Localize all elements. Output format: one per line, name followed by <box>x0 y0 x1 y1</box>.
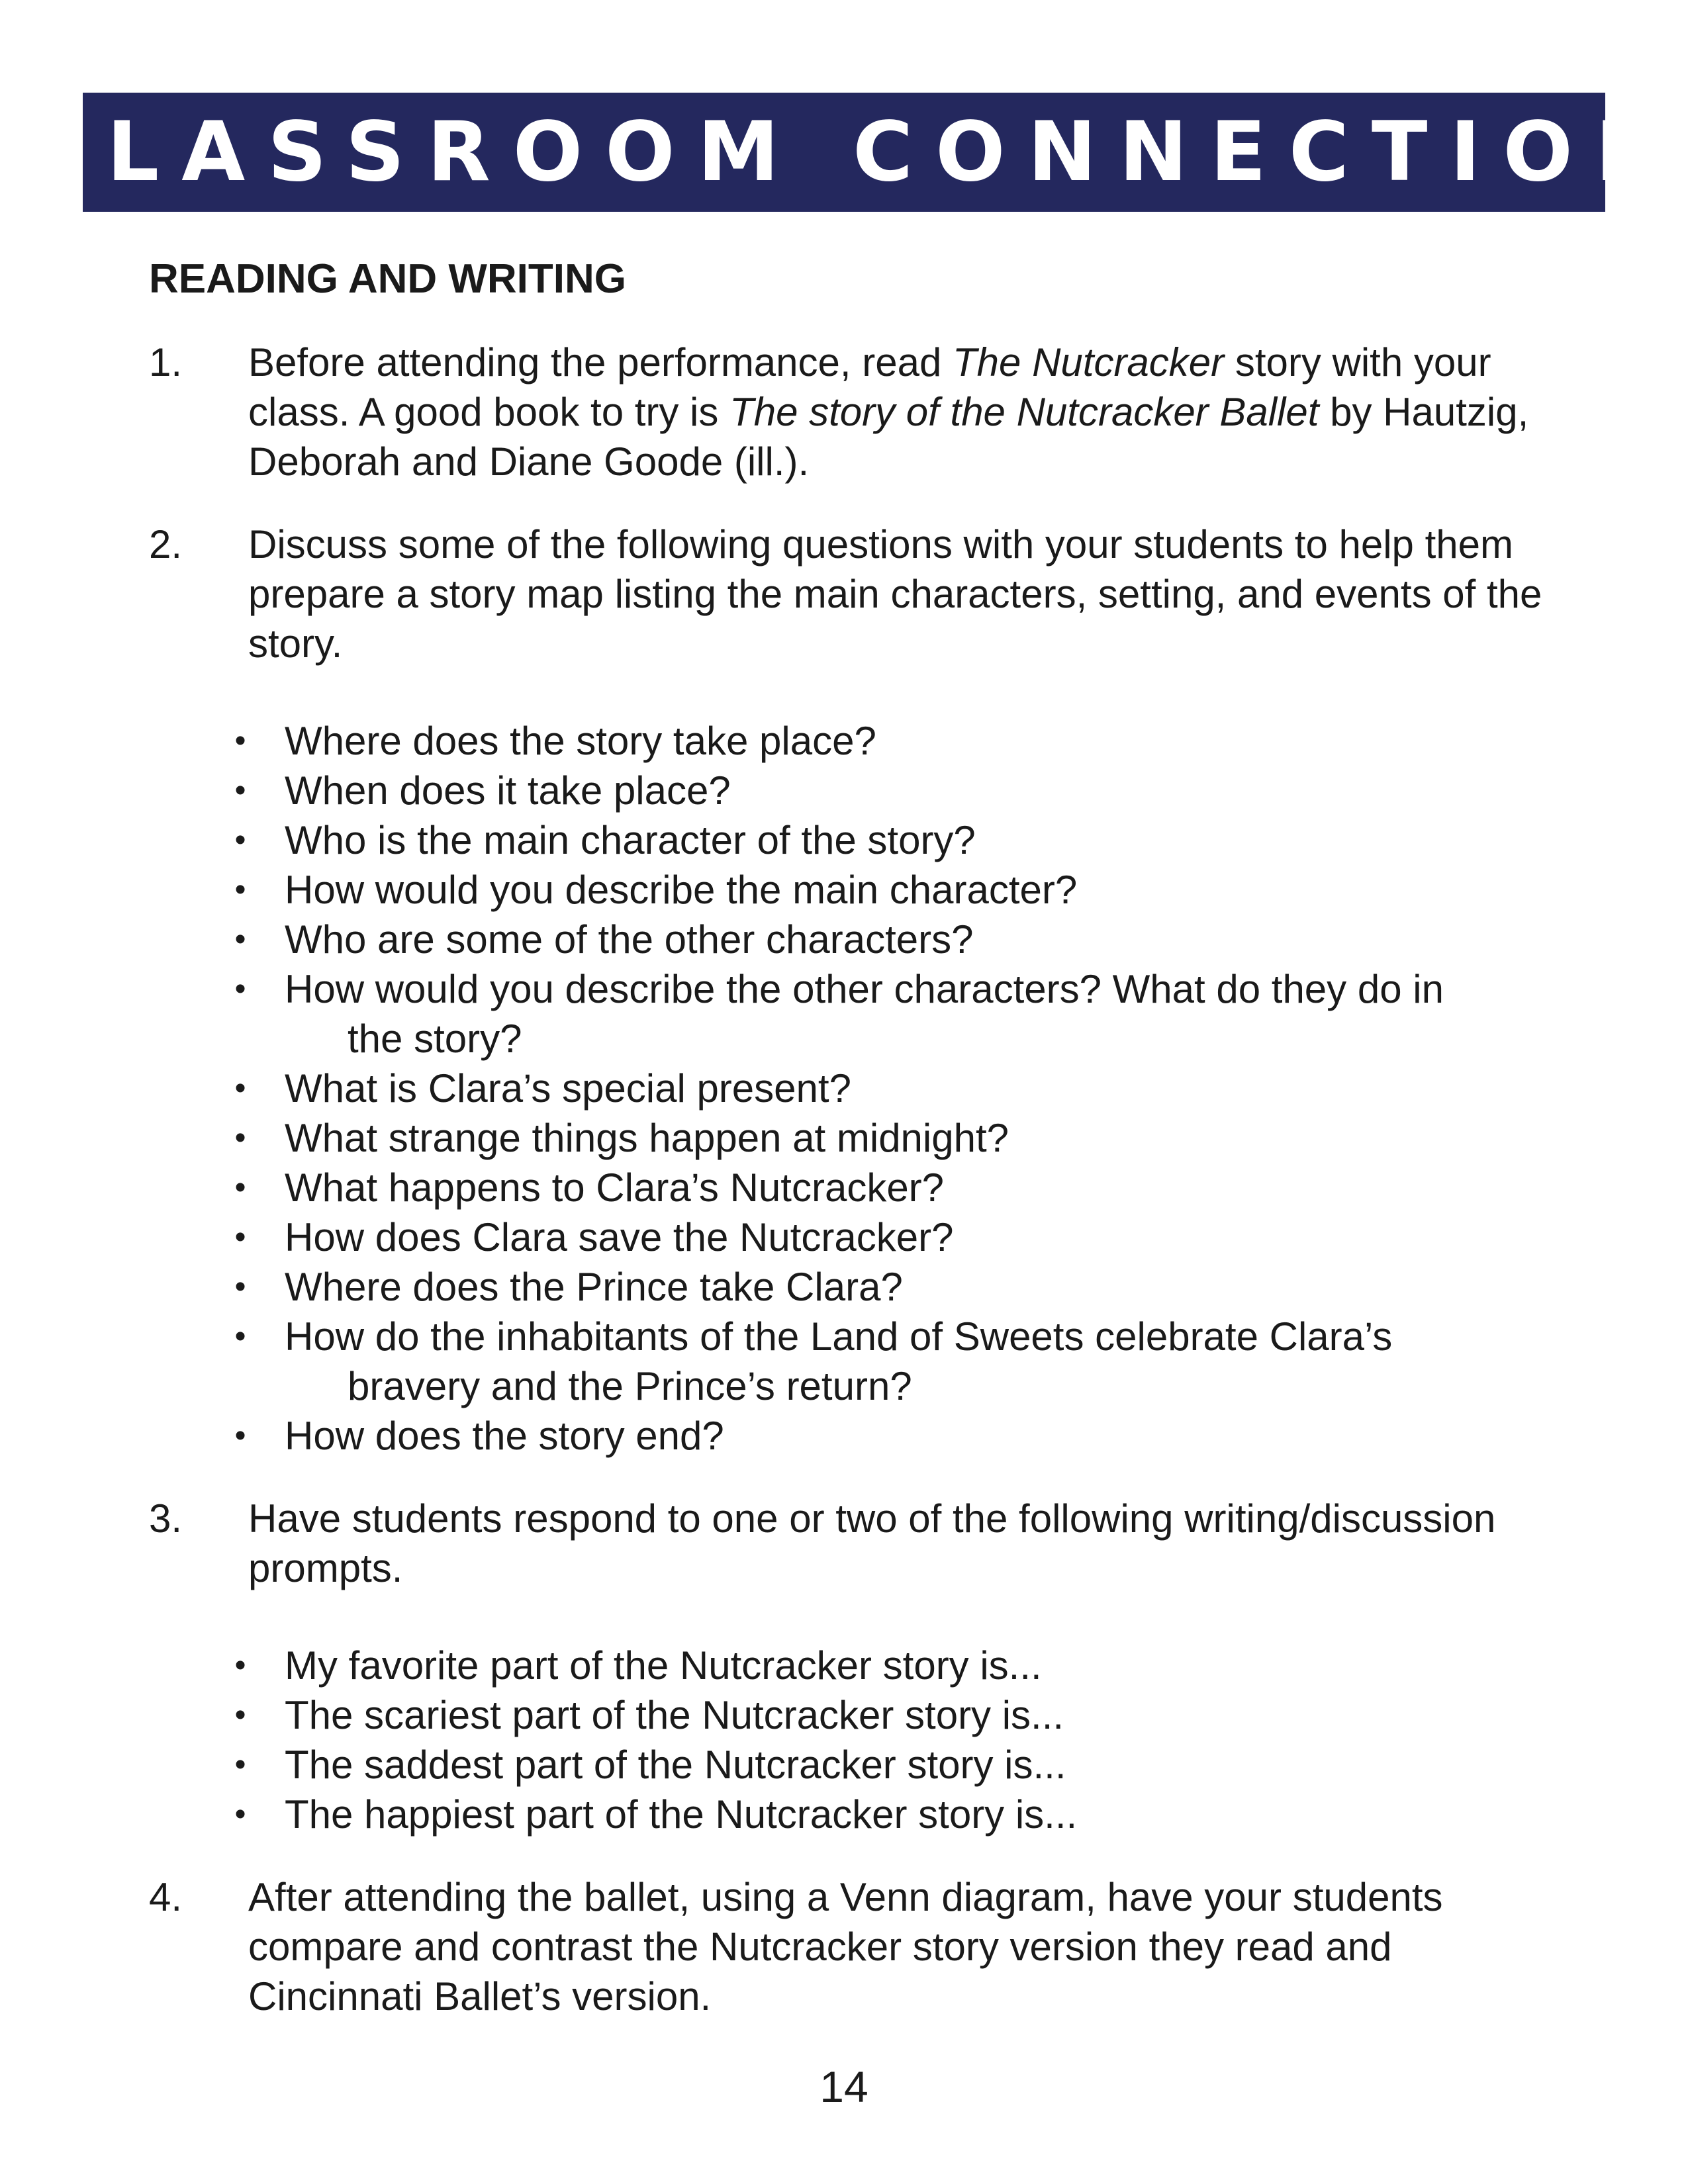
item-number: 1. <box>149 340 183 385</box>
list-item <box>202 716 1572 766</box>
list-item-4 <box>149 1872 1572 2021</box>
item-text-part: by Hautzig, Deborah and Diane Goode (ill.). <box>248 390 1529 484</box>
bullet-text: The saddest part of the Nutcracker story is... <box>285 1743 1066 1787</box>
bullet-icon: • <box>234 1071 246 1106</box>
bullet-icon: • <box>234 1698 246 1733</box>
bullet-icon: • <box>234 872 246 907</box>
list-item <box>202 1163 1572 1212</box>
bullet-icon: • <box>234 1648 246 1683</box>
list-item <box>202 1411 1572 1461</box>
list-item-2 <box>149 520 1572 1461</box>
bullet-icon: • <box>234 1220 246 1255</box>
item-text-part: story with your class. A good book to try is <box>248 340 1491 434</box>
bullet-line: How would you describe the other characters? What do they do in <box>285 967 1444 1011</box>
bullet-line: bravery and the Prince’s return? <box>348 1364 912 1408</box>
item-text-part: Before attending the performance, read <box>248 340 953 385</box>
bullet-text: What strange things happen at midnight? <box>285 1116 1009 1160</box>
bullet-icon: • <box>234 1319 246 1354</box>
list-item <box>202 1641 1572 1690</box>
bullet-icon: • <box>234 1747 246 1782</box>
list-item <box>202 1312 1572 1411</box>
list-item <box>202 865 1572 915</box>
list-item <box>202 1212 1572 1262</box>
book-title: The story of the Nutcracker Ballet <box>729 390 1319 434</box>
question-list <box>202 716 1572 1461</box>
list-item <box>202 1690 1572 1740</box>
list-item <box>202 915 1572 964</box>
bullet-text: What happens to Clara’s Nutcracker? <box>285 1165 945 1210</box>
bullet-line: the story? <box>348 1017 522 1061</box>
bullet-icon: • <box>234 723 246 758</box>
list-item <box>202 1113 1572 1163</box>
item-number: 3. <box>149 1496 183 1541</box>
bullet-text: Who is the main character of the story? <box>285 818 976 862</box>
header-banner <box>24 93 1687 212</box>
list-item-3 <box>149 1494 1572 1839</box>
bullet-text: Where does the Prince take Clara? <box>285 1265 903 1309</box>
bullet-icon: • <box>234 972 246 1007</box>
bullet-icon: • <box>234 823 246 858</box>
instructions-list <box>149 338 1572 2054</box>
list-item <box>202 1790 1572 1839</box>
bullet-text: When does it take place? <box>285 768 731 813</box>
bullet-icon: • <box>234 1170 246 1205</box>
list-item <box>202 766 1572 815</box>
bullet-text: Where does the story take place? <box>285 719 876 763</box>
item-text: After attending the ballet, using a Venn diagram, have your students compare and contrast the Nutcracker story version they read and Cincinnati Ballet’s version. <box>248 1875 1443 2019</box>
bullet-text: The happiest part of the Nutcracker story is... <box>285 1792 1078 1837</box>
list-item <box>202 1064 1572 1113</box>
list-item <box>202 964 1572 1064</box>
bullet-text: How would you describe the main character? <box>285 868 1078 912</box>
item-text: Have students respond to one or two of the following writing/discussion prompts. <box>248 1496 1496 1590</box>
list-item <box>202 815 1572 865</box>
bullet-text: How does the story end? <box>285 1414 724 1458</box>
prompt-list <box>202 1641 1572 1839</box>
bullet-text <box>285 964 1572 1064</box>
list-item <box>202 1740 1572 1790</box>
item-text <box>248 338 1572 486</box>
bullet-icon: • <box>234 1120 246 1156</box>
bullet-icon: • <box>234 773 246 808</box>
bullet-text <box>285 1312 1572 1411</box>
banner-title: CLASSROOM CONNECTION <box>24 105 1687 200</box>
bullet-text: Who are some of the other characters? <box>285 917 974 962</box>
bullet-text: How does Clara save the Nutcracker? <box>285 1215 954 1259</box>
bullet-icon: • <box>234 922 246 957</box>
bullet-text: What is Clara’s special present? <box>285 1066 851 1111</box>
item-number: 2. <box>149 522 183 567</box>
bullet-icon: • <box>234 1269 246 1304</box>
book-title: The Nutcracker <box>953 340 1225 385</box>
bullet-text: The scariest part of the Nutcracker story is... <box>285 1693 1064 1737</box>
bullet-line: How do the inhabitants of the Land of Sweets celebrate Clara’s <box>285 1314 1393 1359</box>
list-item <box>202 1262 1572 1312</box>
bullet-text: My favorite part of the Nutcracker story is... <box>285 1643 1042 1688</box>
page-number: 14 <box>820 2062 868 2111</box>
bullet-icon: • <box>234 1797 246 1832</box>
section-heading: READING AND WRITING <box>149 256 626 302</box>
bullet-icon: • <box>234 1418 246 1453</box>
list-item-1 <box>149 338 1572 486</box>
item-text: Discuss some of the following questions with your students to help them prepare a story map listing the main characters, setting, and events of the story. <box>248 522 1542 666</box>
item-number: 4. <box>149 1875 183 1919</box>
